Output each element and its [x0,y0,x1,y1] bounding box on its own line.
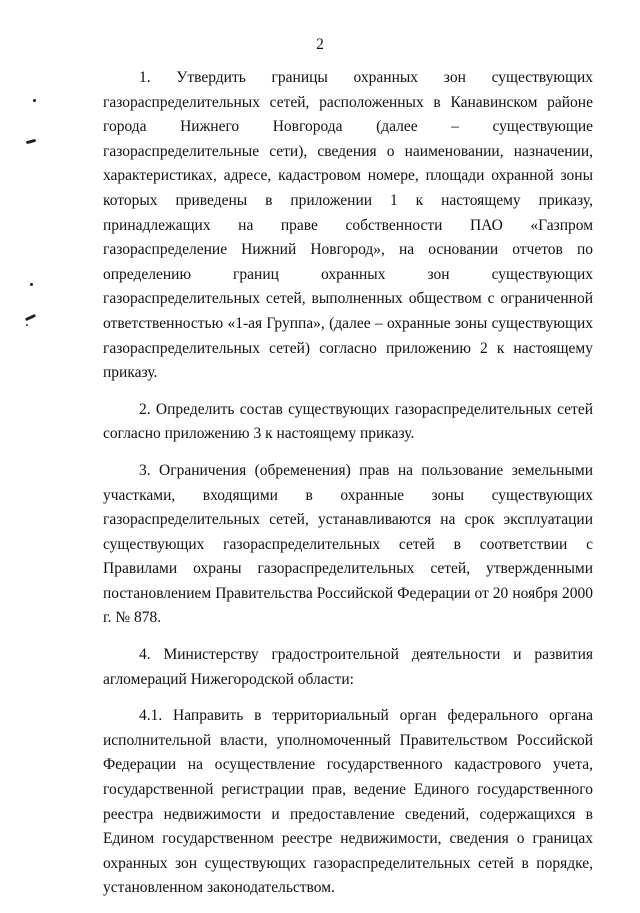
page-number: 2 [316,36,324,53]
paragraph-3-restrictions: 3. Ограничения (обременения) прав на пользование земельными участками, входящими в охранные зоны существующих газораспределительных сетей, устанавливаются на срок эксплуатации существующих газораспределительных сетей в соответствии с Правилами охраны газораспределительных сетей, утвержденными постановлением Правительства Российской Федерации от 20 ноября 2000 г. № 878. [103,461,593,627]
paragraph-1-approve-boundaries: 1. Утвердить границы охранных зон существующих газораспределительных сетей, расположенных в Канавинском районе города Нижнего Новгорода (далее – существующие газораспределительные сети), сведения о наименовании, назначении, характеристиках, адресе, кадастровом номере, площади охранной зоны которых приведены в приложении 1 к настоящему приказу, принадлежащих на праве собственности ПАО «Газпром газораспределение Нижний Новгород», на основании отчетов по определению границ охранных зон существующих газораспределительных сетей, выполненных обществом с ограниченной ответственностью «1-ая Группа», (далее – охранные зоны существующих газораспределительных сетей) согласно приложению 2 к настоящему приказу. [103,69,593,382]
scan-speck [30,283,33,286]
scan-speck [26,139,36,144]
scan-speck [25,314,36,321]
scan-speck [26,324,28,326]
paragraph-4-1-send-to-registry: 4.1. Направить в территориальный орган федерального органа исполнительной власти, уполномоченный Правительством Российской Федерации на осуществление государственного кадастрового учета, государственной регистрации прав, ведение Единого государственного реестра недвижимости и предоставление сведений, содержащихся в Едином государственном реестре недвижимости, сведения о границах охранных зон существующих газораспределительных сетей в порядке, установленном законодательством. [103,707,593,897]
paragraph-2-define-composition: 2. Определить состав существующих газораспределительных сетей согласно приложению 3 к настоящему приказу. [103,400,593,443]
document-body [103,66,593,913]
paragraph-4-ministry: 4. Министерству градостроительной деятельности и развития агломераций Нижегородской области: [103,646,593,688]
scan-speck [33,99,36,102]
